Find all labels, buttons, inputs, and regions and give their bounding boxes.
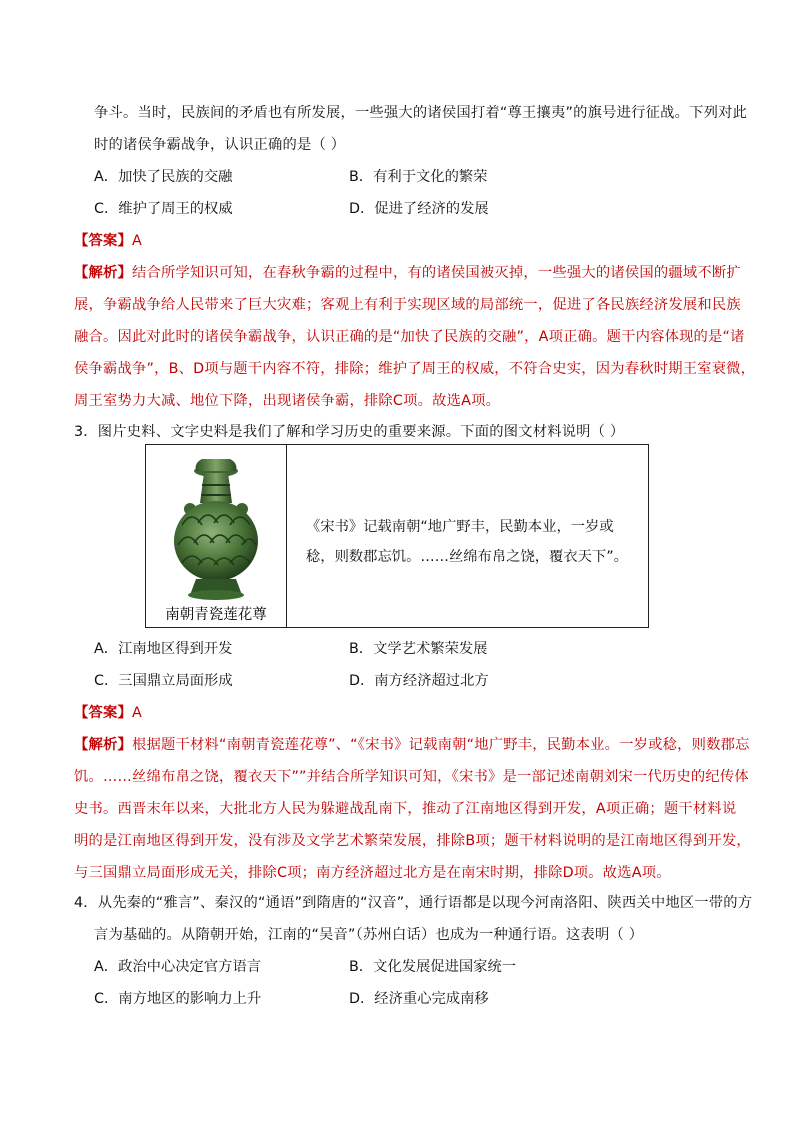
q4-option-a[interactable]: A．政治中心决定官方语言 [94, 959, 262, 975]
q4-option-d[interactable]: D．经济重心完成南移 [349, 991, 489, 1007]
q3-option-a[interactable]: A．江南地区得到开发 [94, 641, 233, 657]
q3-option-c[interactable]: C．三国鼎立局面形成 [94, 673, 233, 689]
q2-stem-line2: 时的诸侯争霸战争，认识正确的是（ ） [94, 137, 346, 153]
q2-analysis-line3: 融合。因此对此时的诸侯争霸战争，认识正确的是“加快了民族的交融”，A项正确。题干内容体现的是“诸 [74, 329, 745, 345]
q2-analysis-tag: 【解析】 [74, 265, 132, 281]
q3-answer [74, 702, 142, 722]
q3-answer-value: A [132, 705, 142, 721]
q4-stem-line2: 言为基础的。从隋朝开始，江南的“吴音”（苏州白话）也成为一种通行语。这表明（ ） [94, 927, 644, 943]
q2-answer-value: A [132, 233, 142, 249]
q2-analysis-line5: 周王室势力大减、地位下降，出现诸侯争霸，排除C项。故选A项。 [74, 393, 501, 409]
q2-option-d[interactable]: D．促进了经济的发展 [349, 201, 489, 217]
q3-analysis-text: 根据题干材料“南朝青瓷莲花尊”、“《宋书》记载南朝“地广野丰，民勤本业。一岁或稔，则数郡忘 [132, 737, 750, 753]
table-divider [286, 445, 287, 627]
q2-analysis-line2: 展，争霸战争给人民带来了巨大灾难；客观上有利于实现区域的局部统一，促进了各民族经济发展和民族 [74, 297, 741, 313]
q3-stem: 3．图片史料、文字史料是我们了解和学习历史的重要来源。下面的图文材料说明（ ） [74, 424, 625, 440]
q2-option-a[interactable]: A．加快了民族的交融 [94, 169, 233, 185]
q3-material-table [145, 444, 649, 628]
q3-analysis-line5: 与三国鼎立局面形成无关，排除C项；南方经济超过北方是在南宋时期，排除D项。故选A项。 [74, 865, 671, 881]
q4-option-b[interactable]: B．文化发展促进国家统一 [349, 959, 517, 975]
q3-option-d[interactable]: D．南方经济超过北方 [349, 673, 489, 689]
q2-option-b[interactable]: B．有利于文化的繁荣 [349, 169, 488, 185]
q3-analysis-line3: 史书。西晋末年以来，大批北方人民为躲避战乱南下，推动了江南地区得到开发，A项正确；题干材料说 [74, 801, 737, 817]
q3-material-text: 《宋书》记载南朝“地广野丰，民勤本业，一岁或稔，则数郡忘饥。……丝绵布帛之饶，覆衣天下”。 [306, 519, 628, 565]
lotus-vase-icon [146, 445, 286, 627]
q2-answer-tag: 【答案】 [74, 233, 132, 249]
q2-analysis-text: 结合所学知识可知，在春秋争霸的过程中，有的诸侯国被灭掉，一些强大的诸侯国的疆域不断扩 [132, 265, 741, 281]
q4-stem-line1: 4．从先秦的“雅言”、秦汉的“通语”到隋唐的“汉音”，通行语都是以现今河南洛阳、陕西关中地区一带的方 [74, 895, 753, 911]
lotus-vase-image [146, 445, 286, 627]
q2-option-c[interactable]: C．维护了周王的权威 [94, 201, 233, 217]
q2-answer [74, 230, 142, 250]
q3-analysis-line2: 饥。……丝绵布帛之饶，覆衣天下””并结合所学知识可知，《宋书》是一部记述南朝刘宋一代历史的纪传体 [74, 769, 749, 785]
q4-option-c[interactable]: C．南方地区的影响力上升 [94, 991, 262, 1007]
q2-analysis-line4: 侯争霸战争”，B、D项与题干内容不符，排除；维护了周王的权威，不符合史实，因为春秋时期王室衰微， [74, 361, 756, 377]
q3-answer-tag: 【答案】 [74, 705, 132, 721]
q3-analysis-tag: 【解析】 [74, 737, 132, 753]
q3-option-b[interactable]: B．文学艺术繁荣发展 [349, 641, 488, 657]
q2-analysis-line1 [74, 262, 741, 282]
q2-stem-line1: 争斗。当时，民族间的矛盾也有所发展，一些强大的诸侯国打着“尊王攘夷”的旗号进行征战。下列对此 [94, 105, 748, 121]
q3-analysis-line4: 明的是江南地区得到开发，没有涉及文学艺术繁荣发展，排除B项；题干材料说明的是江南地区得到开发， [74, 833, 751, 849]
lotus-vase-caption: 南朝青瓷莲花尊 [165, 607, 267, 623]
q3-analysis-line1 [74, 734, 750, 754]
